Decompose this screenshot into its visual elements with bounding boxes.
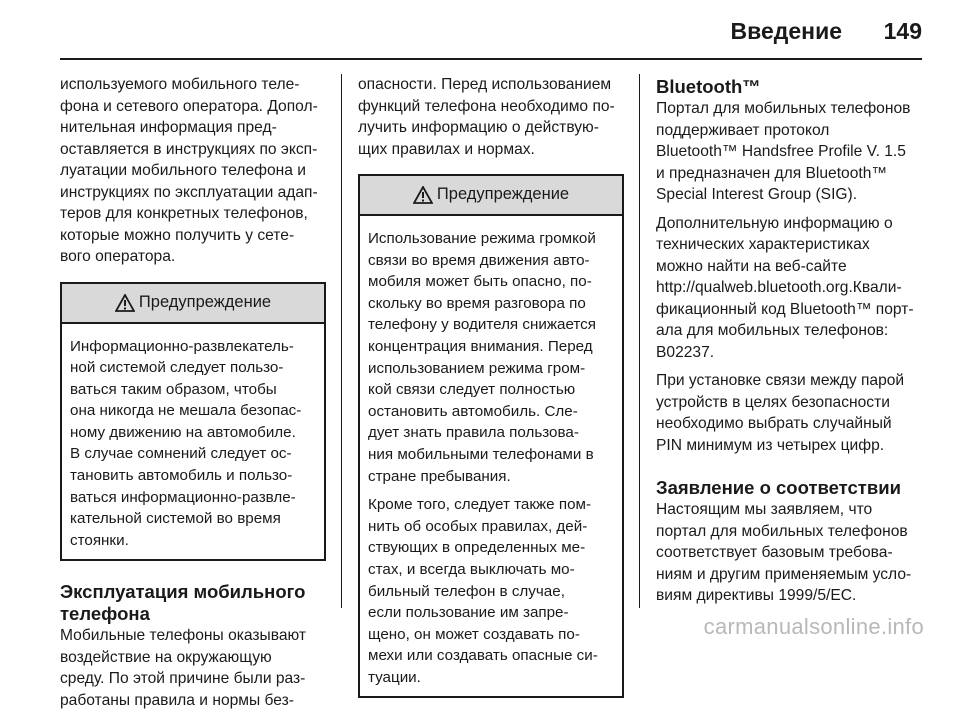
- text-line: стоянки.: [70, 531, 129, 549]
- text-line: Использование режима громкой: [368, 230, 596, 247]
- text-line: ваться информационно-развле-: [70, 488, 296, 506]
- warning-header: [360, 176, 622, 216]
- text-line: луатации мобильного телефона и: [60, 162, 306, 179]
- section-heading-declaration: Заявление о соответствии: [656, 477, 901, 498]
- text-line: ному движению на автомобиле.: [70, 423, 296, 441]
- text-line: если пользование им запре-: [368, 604, 569, 622]
- text-line: концентрация внимания. Перед: [368, 337, 593, 355]
- text-line: Кроме того, следует также пом-: [368, 496, 592, 514]
- intro-paragraph: [358, 74, 624, 160]
- column-right: [656, 74, 926, 607]
- text-line: ваться таким образом, чтобы: [70, 380, 277, 398]
- section-heading-bluetooth: Bluetooth™: [656, 76, 761, 97]
- text-line: ала для мобильных телефонов:: [656, 322, 889, 339]
- text-line: бильный телефон в случае,: [368, 582, 565, 600]
- bluetooth-paragraph: [656, 370, 926, 456]
- text-line: туации.: [368, 668, 421, 686]
- text-line: использованием режима гром-: [368, 359, 586, 377]
- text-line: соответствует базовым требова-: [656, 544, 893, 561]
- text-line: остановить автомобиль. Сле-: [368, 402, 578, 420]
- text-line: http://qualweb.bluetooth.org.Квали-: [656, 279, 902, 296]
- warning-box: [358, 174, 624, 698]
- text-line: телефону у водителя снижается: [368, 316, 596, 334]
- text-line: инструкциях по эксплуатации адап-: [60, 183, 318, 201]
- text-line: кой связи следует полностью: [368, 381, 576, 399]
- text-line: среду. По этой причине были раз-: [60, 670, 306, 688]
- text-line: необходимо выбрать случайный: [656, 415, 892, 432]
- text-line: можно найти на веб-сайте: [656, 257, 847, 275]
- text-line: фона и сетевого оператора. Допол-: [60, 97, 318, 115]
- declaration-paragraph: [656, 499, 926, 607]
- text-line: Эксплуатация мобильного: [60, 581, 306, 603]
- text-line: она никогда не мешала безопас-: [70, 402, 302, 420]
- text-line: функций телефона необходимо по-: [358, 97, 615, 115]
- column-middle: [358, 74, 624, 718]
- text-line: Портал для мобильных телефонов: [656, 100, 911, 117]
- text-line: кательной системой во время: [70, 510, 281, 528]
- warning-header: [62, 284, 324, 324]
- text-line: Special Interest Group (SIG).: [656, 186, 858, 203]
- text-line: ния мобильными телефонами в: [368, 445, 594, 463]
- text-line: При установке связи между парой: [656, 372, 905, 389]
- text-line: портал для мобильных телефонов: [656, 522, 908, 540]
- column-divider: [341, 74, 342, 608]
- text-line: нить об особых правилах, дей-: [368, 517, 588, 535]
- text-line: щено, он может создавать по-: [368, 625, 580, 643]
- text-line: используемого мобильного теле-: [60, 76, 300, 93]
- text-line: ниям и другим применяемым усло-: [656, 565, 912, 583]
- warning-text: [360, 216, 622, 696]
- text-line: стах, и всегда выключать мо-: [368, 560, 575, 578]
- warning-triangle-icon: [413, 186, 433, 204]
- intro-paragraph: [60, 74, 326, 268]
- text-line: B02237.: [656, 343, 715, 361]
- text-line: Информационно-развлекатель-: [70, 337, 294, 355]
- text-line: воздействие на окружающую: [60, 648, 272, 666]
- text-line: работаны правила и нормы без-: [60, 691, 294, 709]
- text-line: мобиля может быть опасно, по-: [368, 273, 592, 291]
- text-line: виям директивы 1999/5/EC.: [656, 587, 857, 604]
- text-line: вого оператора.: [60, 248, 176, 265]
- column-divider: [639, 74, 640, 608]
- text-line: и предназначен для Bluetooth™: [656, 164, 887, 182]
- warning-box: [60, 282, 326, 562]
- section-paragraph: [60, 625, 326, 711]
- text-line: скольку во время разговора по: [368, 294, 586, 312]
- text-line: щих правилах и нормах.: [358, 140, 535, 158]
- warning-paragraph: [368, 228, 614, 487]
- text-line: лучить информацию о действую-: [358, 119, 599, 136]
- text-line: опасности. Перед использованием: [358, 76, 612, 93]
- text-line: PIN минимум из четырех цифр.: [656, 436, 885, 454]
- text-line: ной системой следует пользо-: [70, 359, 284, 377]
- text-line: поддерживает протокол: [656, 121, 830, 139]
- text-line: ствующих в определенных ме-: [368, 539, 586, 557]
- warning-title: Предупреждение: [436, 185, 570, 204]
- page-header: [60, 0, 922, 60]
- text-line: дует знать правила пользова-: [368, 424, 579, 442]
- text-line: связи во время движения авто-: [368, 251, 590, 269]
- column-left: [60, 74, 326, 711]
- bluetooth-paragraph: [656, 213, 926, 364]
- watermark-text: carmanualsonline.info: [703, 614, 924, 639]
- page-number: 149: [883, 18, 922, 44]
- warning-text: [62, 324, 324, 560]
- page-title: Введение: [730, 18, 842, 44]
- text-line: теров для конкретных телефонов,: [60, 205, 308, 222]
- text-line: стране пребывания.: [368, 467, 511, 485]
- text-line: оставляется в инструкциях по эксп-: [60, 140, 318, 158]
- text-line: Дополнительную информацию о: [656, 214, 893, 232]
- text-line: устройств в целях безопасности: [656, 393, 890, 411]
- text-line: телефона: [60, 603, 150, 625]
- text-line: тановить автомобиль и пользо-: [70, 467, 293, 485]
- text-line: нительная информация пред-: [60, 119, 277, 136]
- text-line: фикационный код Bluetooth™ порт-: [656, 300, 914, 318]
- warning-paragraph: [368, 494, 614, 688]
- text-line: Настоящим мы заявляем, что: [656, 501, 873, 518]
- warning-triangle-icon: [115, 294, 135, 312]
- text-line: В случае сомнений следует ос-: [70, 445, 292, 463]
- text-line: технических характеристиках: [656, 236, 870, 253]
- text-line: Мобильные телефоны оказывают: [60, 627, 307, 645]
- text-line: мехи или создавать опасные си-: [368, 647, 598, 665]
- bluetooth-paragraph: [656, 98, 926, 206]
- text-line: которые можно получить у сете-: [60, 226, 295, 244]
- section-heading: [60, 581, 326, 625]
- text-line: Bluetooth™ Handsfree Profile V. 1.5: [656, 143, 906, 160]
- warning-title: Предупреждение: [138, 292, 272, 311]
